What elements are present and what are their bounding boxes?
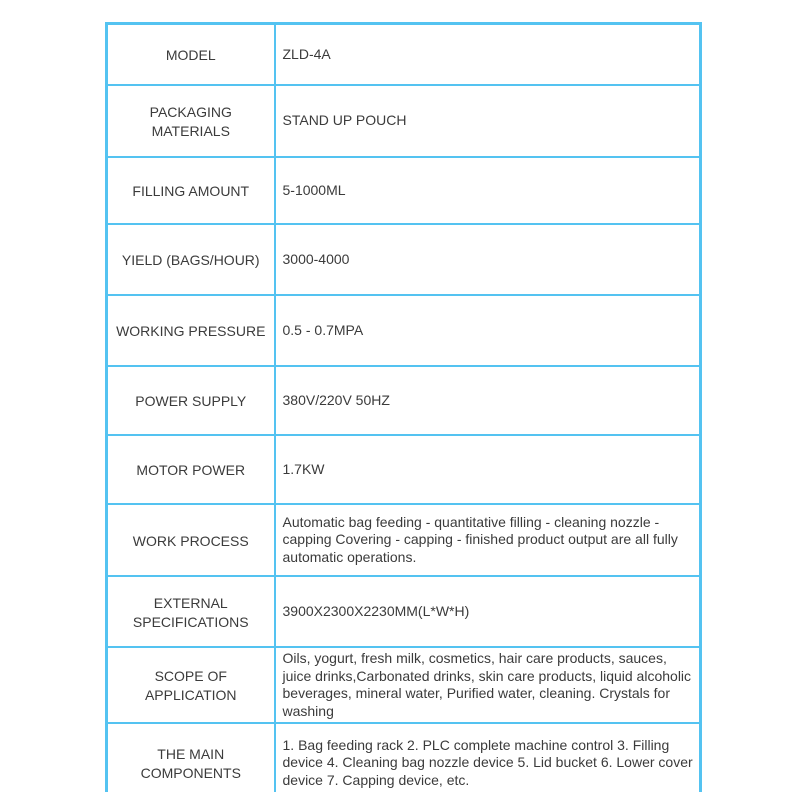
row-label-packaging-materials: PACKAGING MATERIALS bbox=[107, 85, 275, 157]
table-row bbox=[107, 504, 701, 576]
row-value-packaging-materials: STAND UP POUCH bbox=[275, 85, 701, 157]
row-value-power-supply: 380V/220V 50HZ bbox=[275, 366, 701, 435]
row-value-filling-amount: 5-1000ML bbox=[275, 157, 701, 224]
row-value-model: ZLD-4A bbox=[275, 24, 701, 86]
table-row bbox=[107, 224, 701, 295]
row-value-yield: 3000-4000 bbox=[275, 224, 701, 295]
table-row bbox=[107, 647, 701, 723]
row-value-working-pressure: 0.5 - 0.7MPA bbox=[275, 295, 701, 366]
row-label-motor-power: MOTOR POWER bbox=[107, 435, 275, 504]
row-label-main-components: THE MAIN COMPONENTS bbox=[107, 723, 275, 792]
row-label-work-process: WORK PROCESS bbox=[107, 504, 275, 576]
table-row bbox=[107, 435, 701, 504]
table-row bbox=[107, 157, 701, 224]
row-label-yield: YIELD (BAGS/HOUR) bbox=[107, 224, 275, 295]
table-row bbox=[107, 723, 701, 792]
row-label-model: MODEL bbox=[107, 24, 275, 86]
row-value-motor-power: 1.7KW bbox=[275, 435, 701, 504]
row-value-work-process: Automatic bag feeding - quantitative filling - cleaning nozzle - capping Covering - capping - finished product output are all fully automatic operations. bbox=[275, 504, 701, 576]
table-row bbox=[107, 366, 701, 435]
table-row bbox=[107, 295, 701, 366]
row-label-external-specifications: EXTERNAL SPECIFICATIONS bbox=[107, 576, 275, 647]
row-label-filling-amount: FILLING AMOUNT bbox=[107, 157, 275, 224]
row-label-scope-of-application: SCOPE OF APPLICATION bbox=[107, 647, 275, 723]
row-value-main-components: 1. Bag feeding rack 2. PLC complete machine control 3. Filling device 4. Cleaning bag nozzle device 5. Lid bucket 6. Lower cover device 7. Capping device, etc. bbox=[275, 723, 701, 792]
table-row bbox=[107, 85, 701, 157]
spec-table bbox=[105, 22, 702, 792]
row-label-power-supply: POWER SUPPLY bbox=[107, 366, 275, 435]
row-value-scope-of-application: Oils, yogurt, fresh milk, cosmetics, hair care products, sauces, juice drinks,Carbonated drinks, skin care products, liquid alcoholic beverages, mineral water, Purified water, cleaning. Crystals for washing bbox=[275, 647, 701, 723]
table-row bbox=[107, 24, 701, 86]
row-value-external-specifications: 3900X2300X2230MM(L*W*H) bbox=[275, 576, 701, 647]
row-label-working-pressure: WORKING PRESSURE bbox=[107, 295, 275, 366]
table-row bbox=[107, 576, 701, 647]
